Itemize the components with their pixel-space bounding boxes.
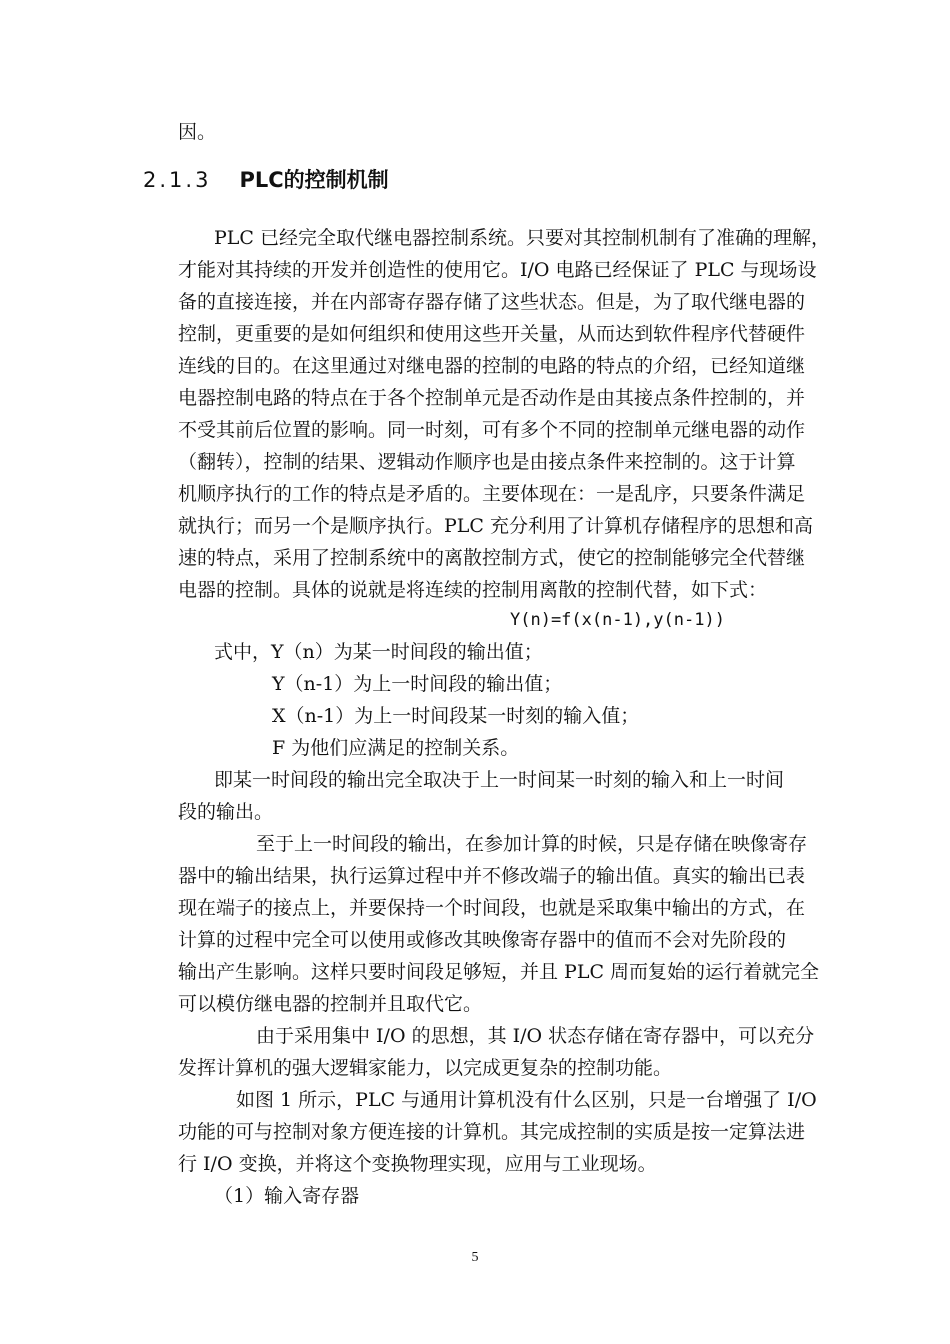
paragraph-1-line: 不受其前后位置的影响。同一时刻，可有多个不同的控制单元继电器的动作 (178, 419, 806, 441)
paragraph-3-line: 器中的输出结果，执行运算过程中并不修改端子的输出值。真实的输出已表 (178, 865, 806, 887)
paragraph-1-line: 电器控制电路的特点在于各个控制单元是否动作是由其接点条件控制的，并 (178, 387, 806, 409)
paragraph-3-line: 可以模仿继电器的控制并且取代它。 (178, 993, 483, 1015)
paragraph-3-line: 至于上一时间段的输出，在参加计算的时候，只是存储在映像寄存 (256, 833, 808, 855)
paragraph-2-line: 段的输出。 (178, 801, 274, 823)
definition-line: F 为他们应满足的控制关系。 (272, 737, 520, 759)
section-heading (143, 166, 389, 194)
paragraph-4-line: 由于采用集中 I/O 的思想，其 I/O 状态存储在寄存器中，可以充分 (256, 1025, 815, 1047)
paragraph-1-line: 就执行；而另一个是顺序执行。PLC 充分利用了计算机存储程序的思想和高 (178, 515, 813, 537)
paragraph-1-line: 电器的控制。具体的说就是将连续的控制用离散的控制代替，如下式： (178, 579, 768, 601)
paragraph-5-line: 行 I/O 变换，并将这个变换物理实现，应用与工业现场。 (178, 1153, 657, 1175)
definition-line: 式中，Y（n）为某一时间段的输出值； (214, 641, 543, 663)
paragraph-1-line: PLC 已经完全取代继电器控制系统。只要对其控制机制有了准确的理解， (214, 227, 830, 249)
section-title: PLC的控制机制 (239, 168, 389, 192)
list-item: （1）输入寄存器 (214, 1185, 360, 1207)
paragraph-1-line: 控制，更重要的是如何组织和使用这些开关量，从而达到软件程序代替硬件 (178, 323, 806, 345)
paragraph-3-line: 输出产生影响。这样只要时间段足够短，并且 PLC 周而复始的运行着就完全 (178, 961, 820, 983)
top-fragment: 因。 (178, 121, 217, 143)
paragraph-1-line: 备的直接连接，并在内部寄存器存储了这些状态。但是，为了取代继电器的 (178, 291, 806, 313)
paragraph-3-line: 现在端子的接点上，并要保持一个时间段，也就是采取集中输出的方式，在 (178, 897, 806, 919)
paragraph-1-line: （翻转），控制的结果、逻辑动作顺序也是由接点条件来控制的。这于计算 (178, 451, 796, 473)
paragraph-1-line: 才能对其持续的开发并创造性的使用它。I/O 电路已经保证了 PLC 与现场设 (178, 259, 817, 281)
page-number: 5 (471, 1250, 479, 1265)
paragraph-1-line: 机顺序执行的工作的特点是矛盾的。主要体现在：一是乱序，只要条件满足 (178, 483, 806, 505)
paragraph-1-line: 连线的目的。在这里通过对继电器的控制的电路的特点的介绍，已经知道继 (178, 355, 806, 377)
paragraph-5-line: 如图 1 所示，PLC 与通用计算机没有什么区别，只是一台增强了 I/O (236, 1089, 817, 1111)
paragraph-4-line: 发挥计算机的强大逻辑家能力，以完成更复杂的控制功能。 (178, 1057, 673, 1079)
section-number: 2.1.3 (143, 168, 212, 192)
paragraph-5-line: 功能的可与控制对象方便连接的计算机。其完成控制的实质是按一定算法进 (178, 1121, 806, 1143)
formula: Y(n)=f(x(n-1),y(n-1)) (510, 610, 725, 630)
definition-line: X（n-1）为上一时间段某一时刻的输入值； (272, 705, 640, 727)
paragraph-1-line: 速的特点，采用了控制系统中的离散控制方式，使它的控制能够完全代替继 (178, 547, 806, 569)
definition-line: Y（n-1）为上一时间段的输出值； (272, 673, 563, 695)
paragraph-3-line: 计算的过程中完全可以使用或修改其映像寄存器中的值而不会对先阶段的 (178, 929, 787, 951)
paragraph-2-line: 即某一时间段的输出完全取决于上一时间某一时刻的输入和上一时间 (214, 769, 785, 791)
